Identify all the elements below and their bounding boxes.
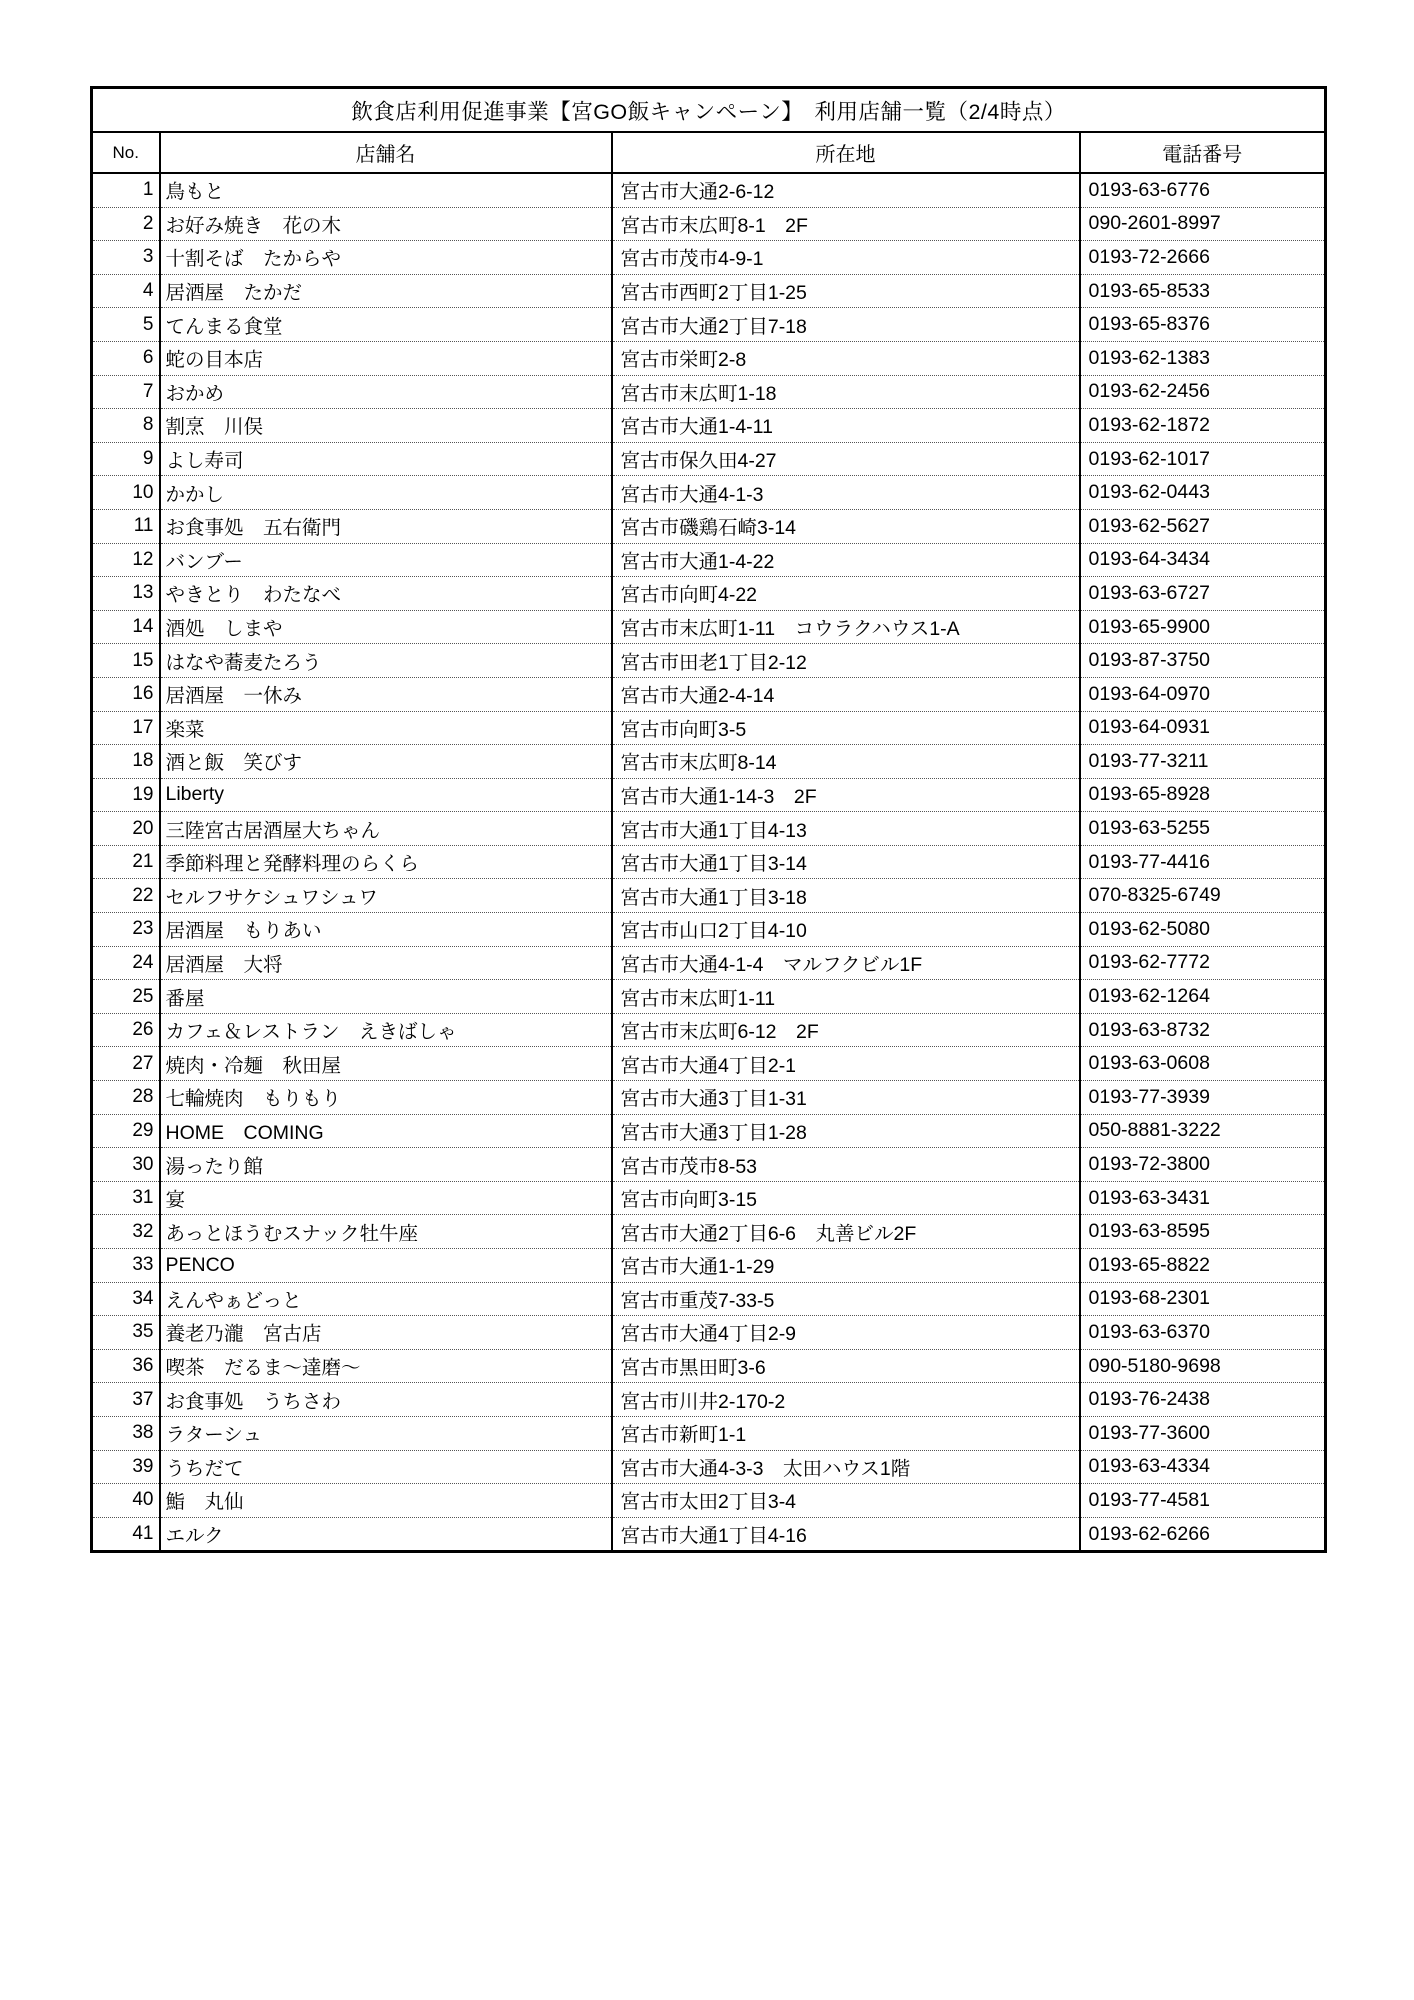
row-store-name: はなや蕎麦たろう <box>160 644 612 678</box>
row-store-tel: 0193-63-8595 <box>1080 1215 1326 1249</box>
table-row <box>92 1215 1326 1249</box>
row-store-address: 宮古市山口2丁目4-10 <box>612 913 1080 947</box>
table-row <box>92 711 1326 745</box>
row-store-tel: 0193-68-2301 <box>1080 1282 1326 1316</box>
table-row <box>92 442 1326 476</box>
row-store-tel: 0193-65-8376 <box>1080 308 1326 342</box>
row-number: 10 <box>92 476 160 510</box>
row-number: 39 <box>92 1450 160 1484</box>
row-store-name: 十割そば たからや <box>160 241 612 275</box>
row-number: 41 <box>92 1517 160 1552</box>
row-number: 32 <box>92 1215 160 1249</box>
row-store-address: 宮古市末広町1-18 <box>612 375 1080 409</box>
row-store-tel: 0193-65-9900 <box>1080 610 1326 644</box>
table-row <box>92 1416 1326 1450</box>
row-store-address: 宮古市大通2-4-14 <box>612 677 1080 711</box>
row-number: 33 <box>92 1249 160 1283</box>
row-store-name: HOME COMING <box>160 1114 612 1148</box>
row-store-address: 宮古市大通4丁目2-1 <box>612 1047 1080 1081</box>
row-number: 18 <box>92 745 160 779</box>
row-number: 35 <box>92 1316 160 1350</box>
row-store-name: 鮨 丸仙 <box>160 1484 612 1518</box>
table-row <box>92 241 1326 275</box>
row-number: 25 <box>92 980 160 1014</box>
row-number: 29 <box>92 1114 160 1148</box>
row-number: 11 <box>92 509 160 543</box>
row-number: 20 <box>92 812 160 846</box>
row-store-tel: 0193-62-5627 <box>1080 509 1326 543</box>
table-row <box>92 1047 1326 1081</box>
row-number: 19 <box>92 778 160 812</box>
row-store-address: 宮古市栄町2-8 <box>612 341 1080 375</box>
row-store-tel: 0193-63-6370 <box>1080 1316 1326 1350</box>
row-store-name: お好み焼き 花の木 <box>160 207 612 241</box>
row-store-name: 七輪焼肉 もりもり <box>160 1081 612 1115</box>
row-store-tel: 0193-77-3600 <box>1080 1416 1326 1450</box>
row-store-address: 宮古市西町2丁目1-25 <box>612 274 1080 308</box>
row-store-address: 宮古市新町1-1 <box>612 1416 1080 1450</box>
table-row <box>92 1383 1326 1417</box>
table-row <box>92 745 1326 779</box>
row-store-tel: 0193-72-3800 <box>1080 1148 1326 1182</box>
row-store-name: 蛇の目本店 <box>160 341 612 375</box>
row-number: 36 <box>92 1349 160 1383</box>
row-store-name: 鳥もと <box>160 173 612 207</box>
row-store-address: 宮古市大通4-3-3 太田ハウス1階 <box>612 1450 1080 1484</box>
row-number: 22 <box>92 879 160 913</box>
row-store-address: 宮古市向町3-5 <box>612 711 1080 745</box>
row-number: 3 <box>92 241 160 275</box>
row-store-name: 宴 <box>160 1181 612 1215</box>
table-row <box>92 341 1326 375</box>
table-row <box>92 644 1326 678</box>
row-number: 31 <box>92 1181 160 1215</box>
column-header-no: No. <box>92 132 160 173</box>
table-row <box>92 207 1326 241</box>
row-store-tel: 0193-63-4334 <box>1080 1450 1326 1484</box>
row-store-address: 宮古市大通3丁目1-31 <box>612 1081 1080 1115</box>
row-number: 2 <box>92 207 160 241</box>
row-number: 26 <box>92 1013 160 1047</box>
row-store-address: 宮古市茂市8-53 <box>612 1148 1080 1182</box>
row-store-tel: 0193-62-6266 <box>1088 1522 1210 1545</box>
row-store-name: 湯ったり館 <box>160 1148 612 1182</box>
row-number: 38 <box>92 1416 160 1450</box>
table-row <box>92 1450 1326 1484</box>
row-store-name: 季節料理と発酵料理のらくら <box>160 845 612 879</box>
row-store-tel: 0193-63-5255 <box>1080 812 1326 846</box>
table-row <box>92 677 1326 711</box>
row-store-tel: 0193-64-3434 <box>1080 543 1326 577</box>
column-header-name: 店舗名 <box>160 132 612 173</box>
row-store-address: 宮古市末広町1-11 コウラクハウス1-A <box>612 610 1080 644</box>
row-store-name: よし寿司 <box>160 442 612 476</box>
row-store-name: 喫茶 だるま〜達磨〜 <box>160 1349 612 1383</box>
row-number: 5 <box>92 308 160 342</box>
column-header-address: 所在地 <box>612 132 1080 173</box>
row-number: 28 <box>92 1081 160 1115</box>
row-store-name: 居酒屋 もりあい <box>160 913 612 947</box>
row-store-address: 宮古市大通4丁目2-9 <box>612 1316 1080 1350</box>
row-store-address: 宮古市大通1丁目4-16 <box>612 1517 1080 1552</box>
table-row <box>92 1282 1326 1316</box>
row-store-name: 番屋 <box>160 980 612 1014</box>
row-store-address: 宮古市大通1丁目3-18 <box>612 879 1080 913</box>
row-store-name: 割烹 川俣 <box>160 409 612 443</box>
table-row <box>92 1148 1326 1182</box>
row-number: 14 <box>92 610 160 644</box>
row-store-name: てんまる食堂 <box>160 308 612 342</box>
row-store-name: えんやぁどっと <box>160 1282 612 1316</box>
row-store-tel: 050-8881-3222 <box>1080 1114 1326 1148</box>
row-store-tel: 070-8325-6749 <box>1080 879 1326 913</box>
row-store-tel: 090-2601-8997 <box>1080 207 1326 241</box>
row-store-address: 宮古市保久田4-27 <box>612 442 1080 476</box>
row-store-address: 宮古市大通2丁目6-6 丸善ビル2F <box>612 1215 1080 1249</box>
row-store-address: 宮古市重茂7-33-5 <box>612 1282 1080 1316</box>
row-number: 6 <box>92 341 160 375</box>
row-store-tel: 0193-62-1383 <box>1080 341 1326 375</box>
row-number: 30 <box>92 1148 160 1182</box>
row-store-tel: 0193-62-1264 <box>1080 980 1326 1014</box>
table-body <box>92 88 1326 1552</box>
row-store-name: 三陸宮古居酒屋大ちゃん <box>160 812 612 846</box>
table-row <box>92 274 1326 308</box>
table-row <box>92 913 1326 947</box>
row-store-tel: 0193-77-3939 <box>1080 1081 1326 1115</box>
row-store-address: 宮古市末広町6-12 2F <box>612 1013 1080 1047</box>
row-store-name: ラターシュ <box>160 1416 612 1450</box>
table-row <box>92 375 1326 409</box>
row-store-name: エルク <box>160 1517 612 1552</box>
table-row <box>92 1517 1326 1552</box>
row-number: 13 <box>92 577 160 611</box>
row-store-name: バンブー <box>160 543 612 577</box>
row-store-tel: 0193-62-0443 <box>1080 476 1326 510</box>
row-store-name: 酒処 しまや <box>160 610 612 644</box>
row-store-address: 宮古市大通1-1-29 <box>612 1249 1080 1283</box>
row-store-tel: 0193-62-2456 <box>1080 375 1326 409</box>
row-store-tel: 0193-65-8533 <box>1080 274 1326 308</box>
row-store-name: うちだて <box>160 1450 612 1484</box>
row-number: 1 <box>92 173 160 207</box>
row-number: 37 <box>92 1383 160 1417</box>
row-store-tel: 0193-63-8732 <box>1080 1013 1326 1047</box>
row-store-address: 宮古市大通1-4-11 <box>612 409 1080 443</box>
row-store-address: 宮古市大通4-1-4 マルフクビル1F <box>612 946 1080 980</box>
table-row <box>92 476 1326 510</box>
row-store-name: セルフサケシュワシュワ <box>160 879 612 913</box>
row-store-tel: 0193-77-4416 <box>1080 845 1326 879</box>
row-number: 24 <box>92 946 160 980</box>
row-store-name: お食事処 うちさわ <box>160 1383 612 1417</box>
table-row <box>92 409 1326 443</box>
row-store-address: 宮古市大通3丁目1-28 <box>612 1114 1080 1148</box>
row-store-name: お食事処 五右衛門 <box>160 509 612 543</box>
table-row <box>92 1249 1326 1283</box>
row-store-address: 宮古市茂市4-9-1 <box>612 241 1080 275</box>
row-store-name: 居酒屋 一休み <box>160 677 612 711</box>
table-row <box>92 1114 1326 1148</box>
row-store-tel: 0193-63-0608 <box>1080 1047 1326 1081</box>
table-row <box>92 946 1326 980</box>
row-store-tel: 0193-64-0931 <box>1080 711 1326 745</box>
store-list-table <box>90 86 1327 1553</box>
row-store-tel: 0193-77-3211 <box>1080 745 1326 779</box>
row-store-tel: 0193-62-5080 <box>1080 913 1326 947</box>
table-row <box>92 778 1326 812</box>
row-store-name: 焼肉・冷麺 秋田屋 <box>160 1047 612 1081</box>
row-store-tel: 0193-63-6727 <box>1080 577 1326 611</box>
table-row <box>92 308 1326 342</box>
table-row <box>92 1316 1326 1350</box>
row-store-name: 居酒屋 大将 <box>160 946 612 980</box>
row-number: 15 <box>92 644 160 678</box>
row-number: 34 <box>92 1282 160 1316</box>
table-row <box>92 577 1326 611</box>
row-store-tel: 0193-62-1872 <box>1080 409 1326 443</box>
row-store-tel: 0193-65-8928 <box>1080 778 1326 812</box>
table-row <box>92 173 1326 207</box>
row-store-address: 宮古市大通1丁目4-13 <box>612 812 1080 846</box>
row-store-address: 宮古市磯鶏石崎3-14 <box>612 509 1080 543</box>
row-number: 23 <box>92 913 160 947</box>
row-store-name: おかめ <box>160 375 612 409</box>
row-number: 16 <box>92 677 160 711</box>
row-store-address: 宮古市末広町1-11 <box>612 980 1080 1014</box>
row-store-address: 宮古市大通2丁目7-18 <box>612 308 1080 342</box>
row-store-tel: 0193-63-3431 <box>1080 1181 1326 1215</box>
row-store-tel: 0193-62-7772 <box>1080 946 1326 980</box>
row-store-tel: 0193-64-0970 <box>1080 677 1326 711</box>
row-store-tel: 0193-72-2666 <box>1080 241 1326 275</box>
row-store-name: かかし <box>160 476 612 510</box>
row-number: 12 <box>92 543 160 577</box>
row-store-address: 宮古市向町3-15 <box>612 1181 1080 1215</box>
row-store-name: Liberty <box>160 778 612 812</box>
row-store-tel: 0193-65-8822 <box>1080 1249 1326 1283</box>
row-number: 17 <box>92 711 160 745</box>
row-store-tel: 0193-77-4581 <box>1080 1484 1326 1518</box>
table-row <box>92 980 1326 1014</box>
row-store-address: 宮古市大通1丁目3-14 <box>612 845 1080 879</box>
row-store-name: 酒と飯 笑びす <box>160 745 612 779</box>
row-number: 8 <box>92 409 160 443</box>
row-number: 7 <box>92 375 160 409</box>
row-store-address: 宮古市大通1-4-22 <box>612 543 1080 577</box>
row-number: 4 <box>92 274 160 308</box>
table-row <box>92 845 1326 879</box>
row-store-tel: 0193-87-3750 <box>1080 644 1326 678</box>
row-store-tel: 090-5180-9698 <box>1080 1349 1326 1383</box>
row-store-address: 宮古市太田2丁目3-4 <box>612 1484 1080 1518</box>
table-row <box>92 1484 1326 1518</box>
column-header-tel: 電話番号 <box>1080 132 1326 173</box>
page-title: 飲食店利用促進事業【宮GO飯キャンペーン】 利用店舗一覧（2/4時点） <box>92 88 1326 133</box>
table-row <box>92 1081 1326 1115</box>
row-store-address: 宮古市大通2-6-12 <box>612 173 1080 207</box>
table-row <box>92 1349 1326 1383</box>
row-store-tel: 0193-62-1017 <box>1080 442 1326 476</box>
row-number: 27 <box>92 1047 160 1081</box>
row-store-address: 宮古市向町4-22 <box>612 577 1080 611</box>
table-row <box>92 879 1326 913</box>
row-store-name: 養老乃瀧 宮古店 <box>160 1316 612 1350</box>
table-header-row <box>92 132 1326 173</box>
row-store-name: 楽菜 <box>160 711 612 745</box>
table-row <box>92 812 1326 846</box>
row-store-address: 宮古市末広町8-1 2F <box>612 207 1080 241</box>
table-row <box>92 543 1326 577</box>
row-number: 21 <box>92 845 160 879</box>
row-store-address: 宮古市川井2-170-2 <box>612 1383 1080 1417</box>
row-store-name: やきとり わたなべ <box>160 577 612 611</box>
row-store-address: 宮古市黒田町3-6 <box>612 1349 1080 1383</box>
row-store-name: カフェ＆レストラン えきばしゃ <box>160 1013 612 1047</box>
table-title-row <box>92 88 1326 133</box>
row-store-tel: 0193-63-6776 <box>1080 173 1326 207</box>
row-store-address: 宮古市大通1-14-3 2F <box>612 778 1080 812</box>
row-store-tel: 0193-76-2438 <box>1080 1383 1326 1417</box>
row-number: 9 <box>92 442 160 476</box>
table-row <box>92 1181 1326 1215</box>
table-row <box>92 610 1326 644</box>
row-store-address: 宮古市田老1丁目2-12 <box>612 644 1080 678</box>
row-store-name: 居酒屋 たかだ <box>160 274 612 308</box>
table-row <box>92 509 1326 543</box>
row-store-name: あっとほうむスナック牡牛座 <box>160 1215 612 1249</box>
row-store-address: 宮古市末広町8-14 <box>612 745 1080 779</box>
table-row <box>92 1013 1326 1047</box>
row-number: 40 <box>92 1484 160 1518</box>
row-store-address: 宮古市大通4-1-3 <box>612 476 1080 510</box>
row-store-name: PENCO <box>160 1249 612 1283</box>
